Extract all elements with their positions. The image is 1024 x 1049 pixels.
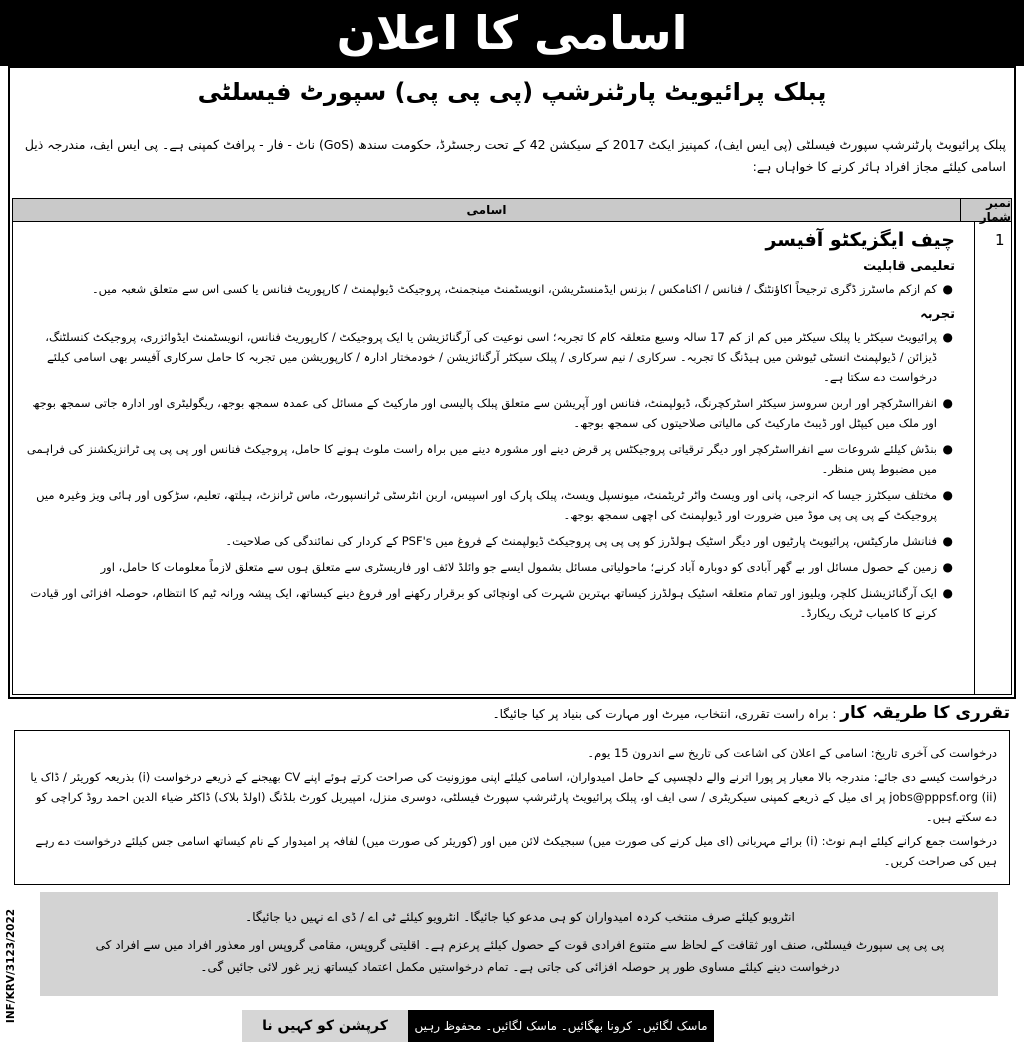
experience-text: زمین کے حصول مسائل اور بے گھر آبادی کو دوبارہ آباد کرنے؛ ماحولیاتی مسائل بشمول ایسے جو وائلڈ لائف اور فاریسٹری سے متعلق ہوں سے متعلق لازماً معلومات کا حامل، اور (100, 560, 937, 574)
announcement-banner: اسامی کا اعلان (0, 0, 1024, 66)
page-title: پبلک پرائیویٹ پارٹنرشپ (پی پی پی) سپورٹ فیسلٹی (197, 78, 827, 106)
list-item (25, 557, 955, 577)
education-text: کم ازکم ماسٹرز ڈگری ترجیحاً اکاؤنٹنگ / فنانس / اکنامکس / بزنس ایڈمنسٹریشن، انویسٹمنٹ مینجمنٹ، پروجیکٹ ڈیولپمنٹ / کارپوریٹ فنانس یا کسی اس سے متعلق شعبہ میں۔ (91, 282, 937, 296)
bullet-icon: ● (942, 560, 953, 574)
bullet-icon: ● (942, 488, 953, 502)
post-details (25, 227, 955, 629)
experience-text: مختلف سیکٹرز جیسا کہ انرجی، پانی اور ویسٹ واٹر ٹریٹمنٹ، میونسپل ویسٹ، پبلک پارک اور اسپیس، اربن انٹرسٹی ٹرانسپورٹ، ماس ٹرانزٹ، ہیلتھ، تعلیم، سڑکوں اور ہائی ویز وغیرہ میں پروجیکٹ کے پی پی پی موڈ میں ضرورت اور ڈیولپمنٹ کی اچھی سمجھ بوجھ۔ (36, 488, 937, 522)
table-row (12, 221, 1012, 695)
list-item (25, 485, 955, 525)
list-item (25, 531, 955, 551)
bullet-icon: ● (942, 282, 953, 296)
notice-line-1: انٹرویو کیلئے صرف منتخب کردہ امیدواران کو ہی مدعو کیا جائیگا۔ انٹرویو کیلئے ٹی اے / ڈی اے نہیں دیا جائیگا۔ (245, 910, 795, 924)
column-header-number: نمبر شمار (960, 199, 1011, 221)
experience-text: فنانشل مارکیٹس، پرائیویٹ پارٹیوں اور دیگر اسٹیک ہولڈرز کو پی پی پی پروجیکٹ ڈیولپمنٹ کے فروغ میں PSF's کے کردار کی نمائندگی کی صلاحیت۔ (225, 534, 937, 548)
bullet-icon: ● (942, 396, 953, 410)
column-header-post: اسامی (466, 203, 507, 217)
bullet-icon: ● (942, 442, 953, 456)
method-text: : براہ راست تقرری، انتخاب، میرٹ اور مہارت کی بنیاد پر کیا جائیگا۔ (492, 707, 837, 721)
application-box (14, 730, 1010, 885)
notice-box (40, 892, 998, 996)
bullet-icon: ● (942, 330, 953, 344)
post-title: چیف ایگزیکٹو آفیسر (765, 229, 955, 251)
row-number: 1 (995, 231, 1005, 249)
column-divider (974, 221, 975, 694)
experience-text: بنڈش کیلئے شروعات سے انفرااسٹرکچر اور دیگر ترقیاتی پروجیکٹس پر قرض دینے اور مشورہ دینے میں براہ راست ملوث ہونے کا حامل، پروجیکٹ فنانس اور پی پی پی ٹرانزیکشنز کی فراہمی میں مضبوط پس منظر۔ (26, 442, 937, 476)
experience-text: انفرااسٹرکچر اور اربن سروسز سیکٹر اسٹرکچرنگ، ڈیولپمنٹ، فنانس اور آپریشن سے متعلق پبلک پالیسی اور مارکیٹ کے مسائل کی عمدہ سمجھ بوجھ، ریگولیٹری اور ادارہ جاتی سمجھ بوجھ اور ملک میں کیپٹل اور ڈیبٹ مارکیٹ کی مالیاتی صلاحیتوں کی سمجھ بوجھ۔ (32, 396, 937, 430)
mask-slogan: ماسک لگائیں۔ کرونا بھگائیں۔ ماسک لگائیں۔ محفوظ رہیں (408, 1010, 714, 1042)
list-item (25, 393, 955, 433)
bullet-icon: ● (942, 534, 953, 548)
intro-paragraph: پبلک پرائیویٹ پارٹنرشپ سپورٹ فیسلٹی (پی ایس ایف)، کمپنیز ایکٹ 2017 کے سیکشن 42 کے تحت رجسٹرڈ، حکومت سندھ (GoS) ناٹ - فار - پرافٹ کمپنی ہے۔ پی ایس ایف، مندرجہ ذیل اسامی کیلئے مجاز افراد ہائر کرنے کا خواہاں ہے: (24, 137, 1006, 174)
list-item (25, 327, 955, 387)
notice-line-2: پی پی پی سپورٹ فیسلٹی، صنف اور ثقافت کے لحاظ سے متنوع افرادی قوت کے حصول کیلئے پرعزم ہے۔ اقلیتی گروپس، مقامی گروپس اور معذور افراد میں سے افراد کی درخواست دینے کیلئے مساوی طور پر حوصلہ افزائی کی جاتی ہے۔ تمام درخواستیں مکمل اعتماد کیساتھ زیر غور لائی جائیں گی۔ (95, 938, 945, 974)
list-item (25, 583, 955, 623)
application-note: درخواست جمع کرانے کیلئے اہم نوٹ: (i) برائے مہربانی (ای میل کرنے کی صورت میں) سبجیکٹ لائن میں اور (کوریئر کی صورت میں) لفافہ پر امیدوار کے نام کیساتھ اسامی جس کیلئے درخواست دے رہے ہیں کی صراحت کریں۔ (35, 834, 997, 868)
list-item (25, 439, 955, 479)
education-heading: تعلیمی قابلیت (863, 259, 955, 274)
bullet-icon: ● (942, 586, 953, 600)
how-to-apply: درخواست کیسے دی جائے: مندرجہ بالا معیار پر پورا اترنے والے دلچسپی کے حامل امیدواران، اسامی کیلئے اپنی موزونیت کی صراحت کرتے ہوئے اپنے CV بھیجنے کے ذریعے درخواست (i) بذریعہ کوریئر / ڈاک یا (ii) jobs@pppsf.org پر ای میل کے ذریعے کمپنی سیکریٹری / سی ایف او، پبلک پرائیویٹ پارٹنرشپ سپورٹ فیسلٹی، دوسری منزل، امپیریل کورٹ بلڈنگ (اولڈ بلاک) ڈاکٹر ضیاء الدین احمد روڈ کراچی کو دے سکتے ہیں۔ (30, 770, 997, 824)
method-label: تقرری کا طریقہ کار (840, 703, 1010, 723)
experience-heading: تجربہ (920, 307, 955, 322)
last-date: درخواست کی آخری تاریخ: اسامی کے اعلان کی اشاعت کی تاریخ سے اندرون 15 یوم۔ (587, 746, 997, 760)
experience-text: پرائیویٹ سیکٹر یا پبلک سیکٹر میں کم از کم 17 سالہ وسیع متعلقہ کام کا تجربہ؛ اسی نوعیت کی آرگنائزیشن یا ایک پروجیکٹ / کارپوریٹ فنانس، انویسٹمنٹ ایڈوائزری، پروجیکٹ کنسلٹنگ، ڈیزائن / ڈیولپمنٹ انسٹی ٹیوشن میں ہیڈنگ کا تجربہ۔ سرکاری / نیم سرکاری / پبلک سیکٹر آرگنائزیشن / خودمختار ادارہ / کارپوریشن میں تجربہ کا حامل سرکاری آفیسر بھی اسامی کیلئے درخواست دے سکتا ہے۔ (45, 330, 937, 384)
experience-text: ایک آرگنائزیشنل کلچر، ویلیوز اور تمام متعلقہ اسٹیک ہولڈرز کیساتھ بہترین شہرت کی اونچائی کو برقرار رکھنے اور فروغ دینے کیساتھ، ایک پیشہ ورانہ ٹیم کا انتظام، حوصلہ افزائی اور قیادت کرنے کا کامیاب ٹریک ریکارڈ۔ (30, 586, 937, 620)
appointment-method (20, 703, 1010, 724)
anti-corruption-slogan: کرپشن کو کہیں نا (242, 1010, 408, 1042)
table-header (12, 198, 1012, 222)
reference-number: INF/KRV/3123/2022 (5, 908, 17, 1024)
list-item (25, 279, 955, 299)
